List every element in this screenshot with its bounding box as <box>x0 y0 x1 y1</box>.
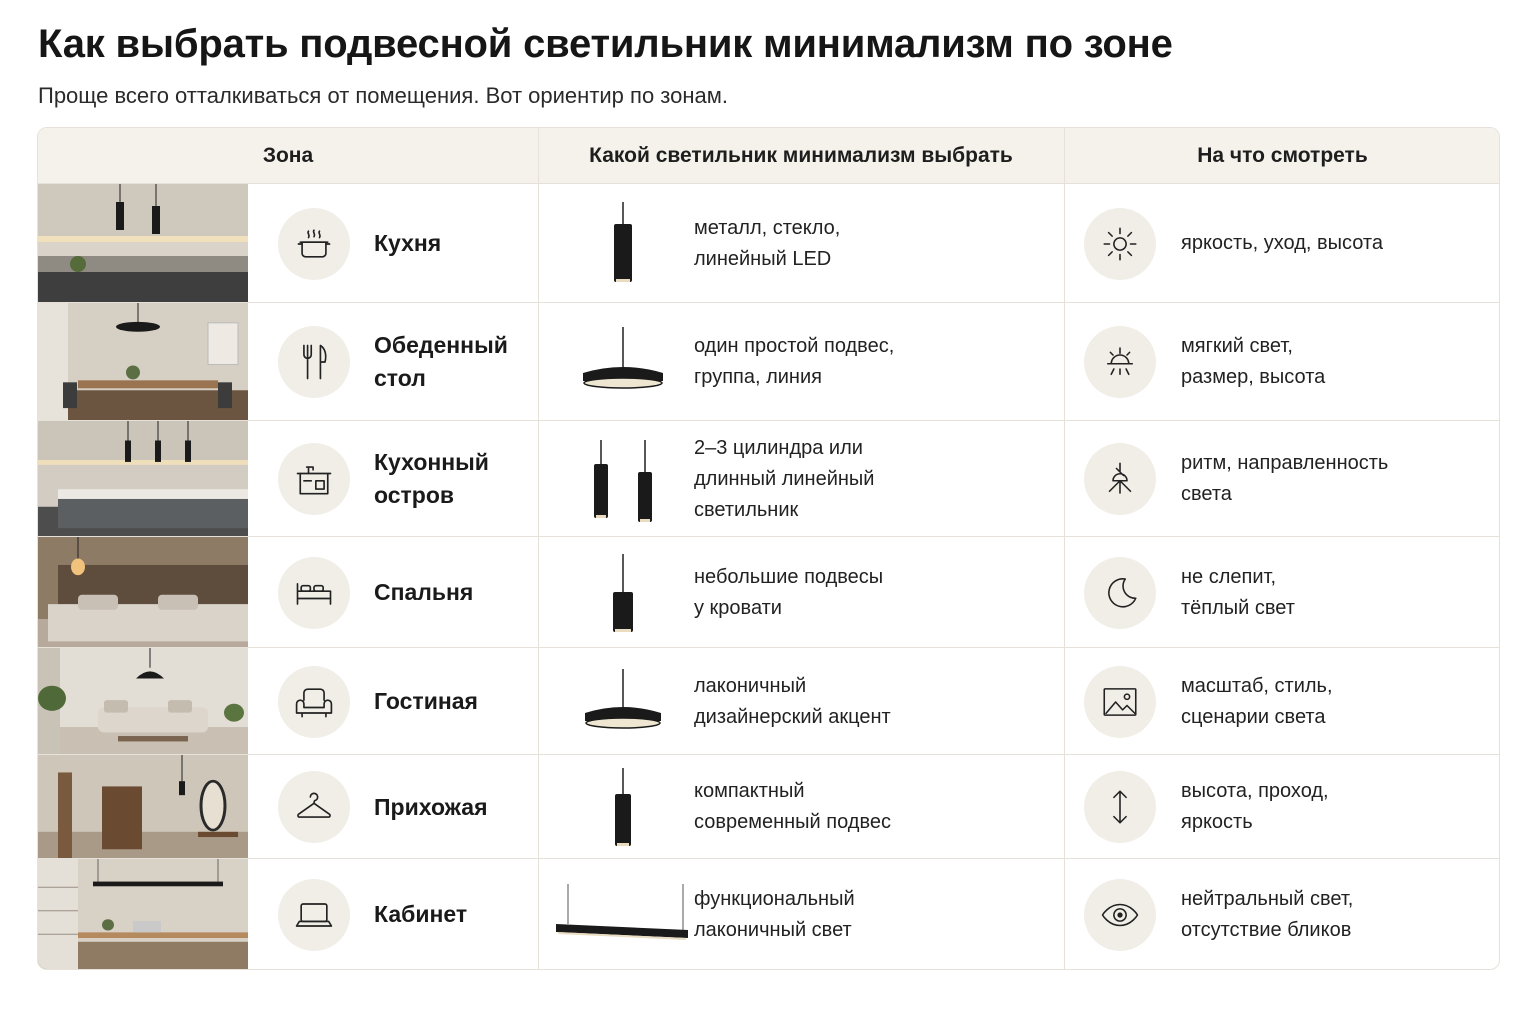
fork-knife-icon <box>278 326 350 398</box>
table-row <box>38 421 1499 537</box>
table-row <box>38 859 1499 970</box>
zone-name: Гостиная <box>374 688 478 714</box>
pendant-lamp-illustration <box>548 303 698 421</box>
pendant-lamp-illustration <box>548 537 698 648</box>
pendant-lamp-illustration <box>548 859 698 970</box>
zone-name: Кухня <box>374 230 442 256</box>
cooking-pot-icon <box>278 208 350 280</box>
look-description: высота, проход, яркость <box>1181 780 1329 833</box>
zone-name: Спальня <box>374 579 474 605</box>
table-row <box>38 303 1499 421</box>
look-description: яркость, уход, высота <box>1181 232 1383 254</box>
eye-icon <box>1084 879 1156 951</box>
kitchen-island-icon <box>278 443 350 515</box>
lamp-description: компактный современный подвес <box>694 780 891 833</box>
lamp-description: металл, стекло, линейный LED <box>694 216 841 270</box>
table-row <box>38 537 1499 648</box>
armchair-icon <box>278 666 350 738</box>
zone-photo <box>38 859 248 970</box>
pendant-lamp-illustration <box>548 184 698 303</box>
look-description: нейтральный свет, отсутствие бликов <box>1181 887 1354 941</box>
laptop-icon <box>278 879 350 951</box>
table-row <box>38 648 1499 755</box>
page-subtitle: Проще всего отталкиваться от помещения. Вот ориентир по зонам. <box>38 83 728 108</box>
pendant-lamp-illustration <box>548 421 698 537</box>
zone-photo <box>38 303 248 420</box>
lamp-description: один простой подвес, группа, линия <box>694 335 895 388</box>
look-description: масштаб, стиль, сценарии света <box>1181 674 1333 728</box>
picture-icon <box>1084 666 1156 738</box>
zone-name: Прихожая <box>374 793 488 820</box>
bed-icon <box>278 557 350 629</box>
lamp-description: функциональный лаконичный свет <box>694 887 855 941</box>
lamp-description: небольшие подвесы у кровати <box>694 565 884 619</box>
zone-photo <box>38 184 248 302</box>
table-row <box>38 755 1499 859</box>
zone-name: Кухонный остров <box>374 449 489 508</box>
lamp-description: 2–3 цилиндра или длинный линейный светильник <box>694 436 875 521</box>
zone-photo <box>38 648 248 754</box>
header-zone: Зона <box>262 144 314 167</box>
vertical-arrows-icon <box>1084 771 1156 843</box>
header-lamp: Какой светильник минимализм выбрать <box>589 144 1013 167</box>
sun-icon <box>1084 208 1156 280</box>
header-look: На что смотреть <box>1197 144 1368 167</box>
lamp-description: лаконичный дизайнерский акцент <box>694 674 891 728</box>
zone-photo <box>38 421 248 536</box>
hanger-icon <box>278 771 350 843</box>
look-description: не слепит, тёплый свет <box>1181 565 1295 619</box>
pendant-lamp-illustration <box>548 648 698 755</box>
zone-photo <box>38 537 248 647</box>
moon-icon <box>1084 557 1156 629</box>
look-description: мягкий свет, размер, высота <box>1181 335 1326 388</box>
table-header <box>38 128 1499 184</box>
table-row <box>38 184 1499 303</box>
soft-light-icon <box>1084 326 1156 398</box>
look-description: ритм, направленность света <box>1181 452 1389 505</box>
directional-light-icon <box>1084 443 1156 515</box>
zone-name: Кабинет <box>374 901 468 927</box>
zone-photo <box>38 755 248 858</box>
pendant-lamp-illustration <box>548 755 698 859</box>
zone-name: Обеденный стол <box>374 332 508 391</box>
zone-table <box>37 127 1500 970</box>
page-title: Как выбрать подвесной светильник минимализм по зоне <box>38 22 1173 66</box>
